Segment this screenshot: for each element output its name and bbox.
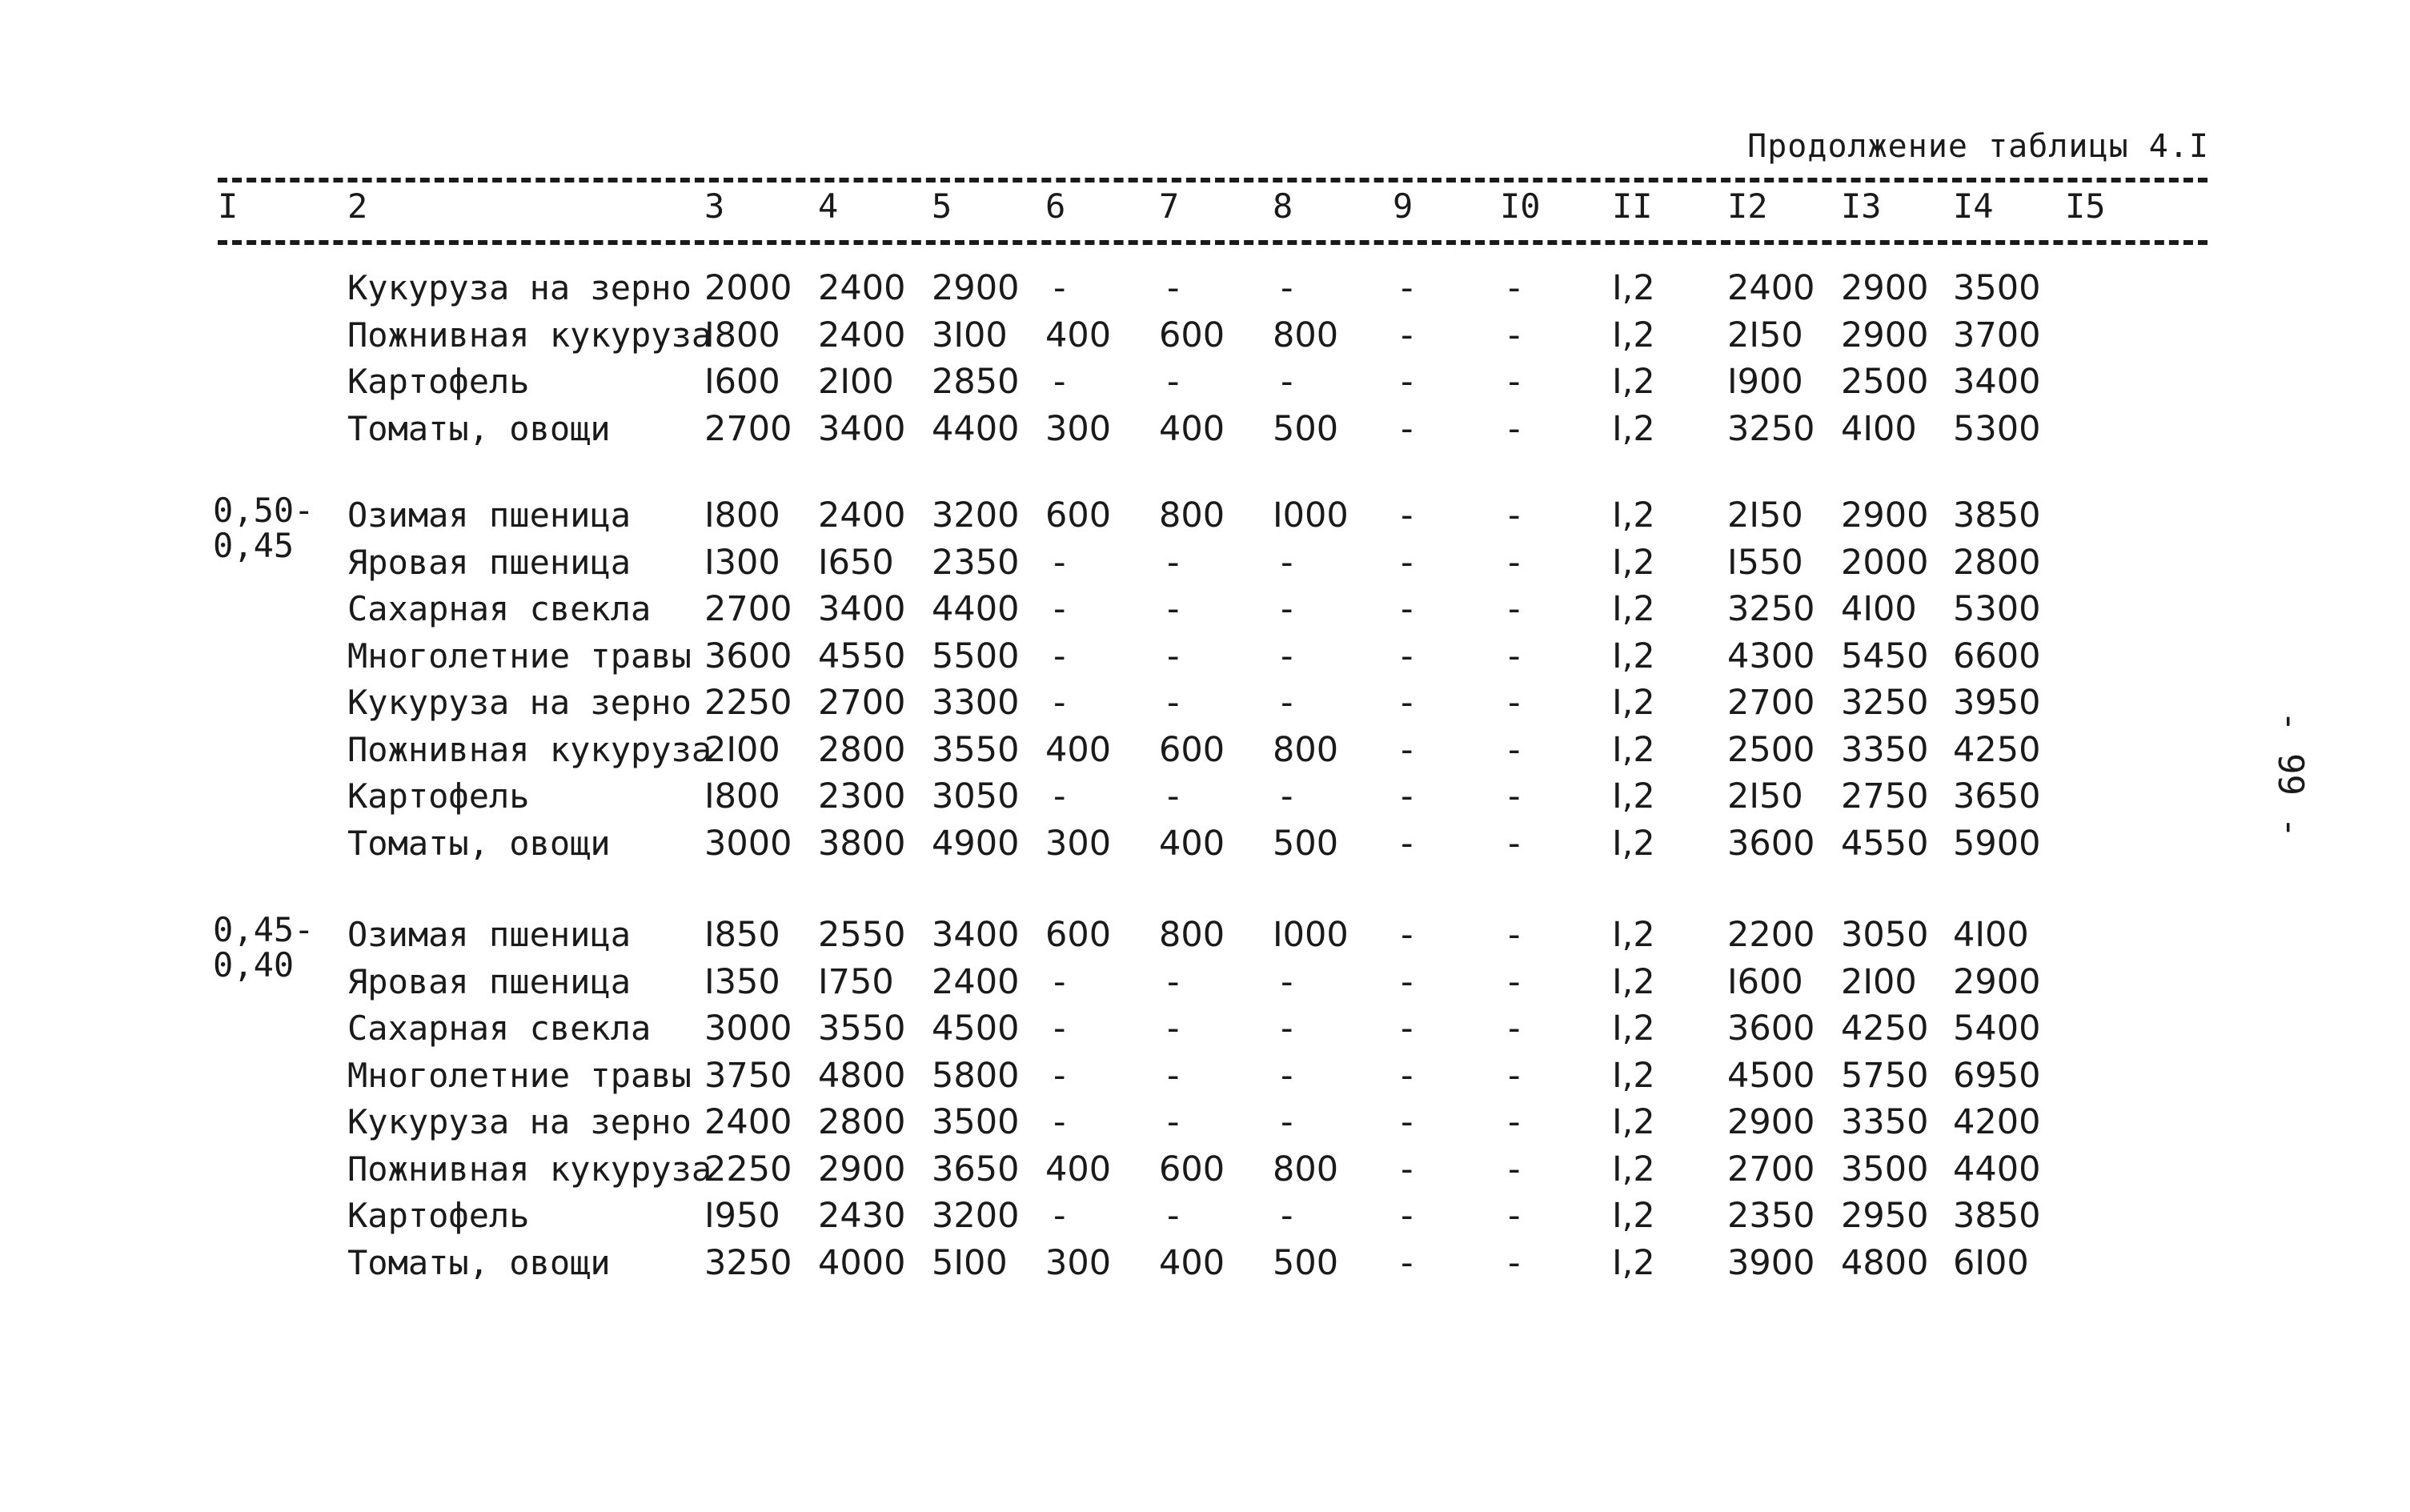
table-cell-col-13: 4I00 — [1841, 409, 1917, 449]
table-cell-col-10: - — [1508, 776, 1521, 816]
table-cell-col-3: 2I00 — [704, 730, 780, 770]
table-cell-col-4: 2I00 — [818, 362, 894, 402]
table-cell-col-14: 4200 — [1953, 1102, 2041, 1142]
table-cell-col-4: 3400 — [818, 409, 906, 449]
table-cell-col-14: 6I00 — [1953, 1243, 2029, 1283]
table-cell-col-12: 3600 — [1727, 824, 1815, 864]
table-cell-col-4: 4800 — [818, 1056, 906, 1096]
table-cell-col-11: I,2 — [1612, 1009, 1655, 1049]
table-cell-col-11: I,2 — [1612, 1196, 1655, 1236]
table-cell-col-4: 4000 — [818, 1243, 906, 1283]
column-header-9: 9 — [1393, 186, 1414, 226]
column-header-2: 2 — [347, 186, 368, 226]
table-cell-col-6: - — [1053, 268, 1066, 308]
table-cell-col-11: I,2 — [1612, 683, 1655, 723]
table-cell-col-7: 600 — [1159, 730, 1225, 770]
table-cell-col-8: - — [1281, 776, 1293, 816]
table-cell-col-12: 2700 — [1727, 683, 1815, 723]
table-cell-col-12: 2700 — [1727, 1149, 1815, 1189]
table-cell-col-7: 600 — [1159, 315, 1225, 355]
table-cell-col-3: I300 — [704, 543, 780, 583]
crop-name: Озимая пшеница — [347, 495, 632, 535]
table-cell-col-3: 2700 — [704, 589, 792, 629]
table-cell-col-7: - — [1167, 268, 1180, 308]
table-cell-col-9: - — [1401, 1149, 1414, 1189]
table-cell-col-7: - — [1167, 1196, 1180, 1236]
table-cell-col-4: 2300 — [818, 776, 906, 816]
table-cell-col-8: 500 — [1273, 409, 1339, 449]
table-cell-col-11: I,2 — [1612, 495, 1655, 535]
table-cell-col-12: 3600 — [1727, 1009, 1815, 1049]
table-cell-col-7: 400 — [1159, 409, 1225, 449]
table-cell-col-3: I800 — [704, 495, 780, 535]
table-cell-col-11: I,2 — [1612, 409, 1655, 449]
table-cell-col-13: 2900 — [1841, 268, 1929, 308]
table-cell-col-13: 5750 — [1841, 1056, 1929, 1096]
table-cell-col-9: - — [1401, 362, 1414, 402]
table-cell-col-7: 800 — [1159, 915, 1225, 955]
table-cell-col-5: 3I00 — [932, 315, 1008, 355]
table-cell-col-7: - — [1167, 683, 1180, 723]
table-cell-col-6: 300 — [1045, 409, 1112, 449]
table-cell-col-9: - — [1401, 1009, 1414, 1049]
crop-name: Сахарная свекла — [347, 589, 652, 628]
table-cell-col-11: I,2 — [1612, 268, 1655, 308]
table-cell-col-14: 3650 — [1953, 776, 2041, 816]
table-cell-col-5: 4400 — [932, 409, 1020, 449]
table-cell-col-12: 4500 — [1727, 1056, 1815, 1096]
table-cell-col-12: I550 — [1727, 543, 1803, 583]
table-cell-col-6: 600 — [1045, 495, 1112, 535]
table-cell-col-10: - — [1508, 824, 1521, 864]
table-cell-col-6: - — [1053, 776, 1066, 816]
table-cell-col-14: 6600 — [1953, 636, 2041, 676]
table-cell-col-7: - — [1167, 962, 1180, 1002]
table-cell-col-10: - — [1508, 362, 1521, 402]
table-cell-col-4: I750 — [818, 962, 894, 1002]
table-cell-col-5: 2850 — [932, 362, 1020, 402]
table-cell-col-14: 4250 — [1953, 730, 2041, 770]
table-cell-col-7: - — [1167, 543, 1180, 583]
table-cell-col-9: - — [1401, 268, 1414, 308]
table-cell-col-9: - — [1401, 409, 1414, 449]
table-cell-col-12: 4300 — [1727, 636, 1815, 676]
crop-name: Яровая пшеница — [347, 543, 632, 582]
table-cell-col-12: 2400 — [1727, 268, 1815, 308]
table-cell-col-5: 2350 — [932, 543, 1020, 583]
table-cell-col-5: 3550 — [932, 730, 1020, 770]
table-cell-col-4: 2900 — [818, 1149, 906, 1189]
table-cell-col-13: 4550 — [1841, 824, 1929, 864]
table-cell-col-12: 3900 — [1727, 1243, 1815, 1283]
table-cell-col-9: - — [1401, 824, 1414, 864]
table-cell-col-9: - — [1401, 543, 1414, 583]
crop-name: Озимая пшеница — [347, 915, 632, 954]
column-header-3: 3 — [704, 186, 725, 226]
table-cell-col-10: - — [1508, 589, 1521, 629]
table-cell-col-9: - — [1401, 315, 1414, 355]
table-cell-col-6: 300 — [1045, 824, 1112, 864]
table-cell-col-3: 3000 — [704, 1009, 792, 1049]
column-header-13: I3 — [1841, 186, 1882, 226]
table-cell-col-9: - — [1401, 589, 1414, 629]
table-cell-col-8: I000 — [1273, 495, 1349, 535]
table-cell-col-14: 4400 — [1953, 1149, 2041, 1189]
table-cell-col-3: 3000 — [704, 824, 792, 864]
table-cell-col-5: 3200 — [932, 495, 1020, 535]
table-cell-col-9: - — [1401, 683, 1414, 723]
table-cell-col-8: - — [1281, 1009, 1293, 1049]
table-cell-col-11: I,2 — [1612, 636, 1655, 676]
table-cell-col-4: 2550 — [818, 915, 906, 955]
table-cell-col-8: 500 — [1273, 824, 1339, 864]
table-cell-col-3: 2250 — [704, 683, 792, 723]
table-cell-col-10: - — [1508, 1243, 1521, 1283]
table-cell-col-9: - — [1401, 1056, 1414, 1096]
table-cell-col-14: 3850 — [1953, 1196, 2041, 1236]
table-cell-col-14: 5300 — [1953, 589, 2041, 629]
table-cell-col-13: 2500 — [1841, 362, 1929, 402]
column-header-4: 4 — [818, 186, 839, 226]
group-label-line1: 0,45- — [213, 910, 315, 949]
table-cell-col-6: - — [1053, 636, 1066, 676]
table-cell-col-7: - — [1167, 362, 1180, 402]
table-cell-col-3: 3250 — [704, 1243, 792, 1283]
table-cell-col-9: - — [1401, 730, 1414, 770]
table-cell-col-14: 2800 — [1953, 543, 2041, 583]
table-cell-col-11: I,2 — [1612, 1149, 1655, 1189]
crop-name: Пожнивная кукуруза — [347, 1149, 712, 1189]
column-header-5: 5 — [932, 186, 952, 226]
table-cell-col-4: 4550 — [818, 636, 906, 676]
table-cell-col-13: 5450 — [1841, 636, 1929, 676]
table-cell-col-5: 3200 — [932, 1196, 1020, 1236]
table-cell-col-10: - — [1508, 1149, 1521, 1189]
table-cell-col-8: 800 — [1273, 315, 1339, 355]
table-cell-col-8: - — [1281, 1102, 1293, 1142]
table-cell-col-13: 4I00 — [1841, 589, 1917, 629]
group-label — [213, 912, 314, 983]
table-cell-col-8: 500 — [1273, 1243, 1339, 1283]
table-cell-col-8: I000 — [1273, 915, 1349, 955]
table-cell-col-8: - — [1281, 268, 1293, 308]
table-cell-col-14: 4I00 — [1953, 915, 2029, 955]
table-cell-col-6: 600 — [1045, 915, 1112, 955]
table-cell-col-10: - — [1508, 636, 1521, 676]
table-cell-col-8: - — [1281, 636, 1293, 676]
table-cell-col-6: - — [1053, 589, 1066, 629]
table-cell-col-11: I,2 — [1612, 589, 1655, 629]
crop-name: Сахарная свекла — [347, 1009, 652, 1048]
table-cell-col-4: 2700 — [818, 683, 906, 723]
page-number: - 99 - — [2269, 711, 2311, 838]
crop-name: Томаты, овощи — [347, 824, 611, 863]
table-cell-col-10: - — [1508, 915, 1521, 955]
table-cell-col-13: 3500 — [1841, 1149, 1929, 1189]
table-cell-col-6: - — [1053, 362, 1066, 402]
table-cell-col-4: 3800 — [818, 824, 906, 864]
table-cell-col-5: 5800 — [932, 1056, 1020, 1096]
table-cell-col-4: 2430 — [818, 1196, 906, 1236]
table-cell-col-3: I950 — [704, 1196, 780, 1236]
table-cell-col-11: I,2 — [1612, 543, 1655, 583]
table-cell-col-7: - — [1167, 1009, 1180, 1049]
table-cell-col-7: 400 — [1159, 824, 1225, 864]
table-cell-col-6: - — [1053, 1009, 1066, 1049]
column-header-15: I5 — [2065, 186, 2106, 226]
table-cell-col-13: 2900 — [1841, 495, 1929, 535]
table-cell-col-9: - — [1401, 776, 1414, 816]
table-cell-col-3: 2250 — [704, 1149, 792, 1189]
table-cell-col-14: 2900 — [1953, 962, 2041, 1002]
table-cell-col-4: 2400 — [818, 495, 906, 535]
table-cell-col-11: I,2 — [1612, 776, 1655, 816]
table-cell-col-8: - — [1281, 683, 1293, 723]
table-cell-col-3: I800 — [704, 315, 780, 355]
table-cell-col-6: 400 — [1045, 315, 1112, 355]
crop-name: Кукуруза на зерно — [347, 268, 692, 307]
table-cell-col-10: - — [1508, 315, 1521, 355]
crop-name: Картофель — [347, 1196, 530, 1235]
table-cell-col-9: - — [1401, 1243, 1414, 1283]
table-cell-col-13: 3350 — [1841, 1102, 1929, 1142]
table-cell-col-4: 3550 — [818, 1009, 906, 1049]
table-cell-col-8: - — [1281, 543, 1293, 583]
column-header-6: 6 — [1045, 186, 1066, 226]
table-cell-col-11: I,2 — [1612, 915, 1655, 955]
table-cell-col-3: I600 — [704, 362, 780, 402]
table-cell-col-6: 400 — [1045, 1149, 1112, 1189]
table-cell-col-5: 4900 — [932, 824, 1020, 864]
table-cell-col-14: 3850 — [1953, 495, 2041, 535]
table-cell-col-14: 3700 — [1953, 315, 2041, 355]
table-cell-col-12: 2I50 — [1727, 776, 1803, 816]
table-cell-col-3: I850 — [704, 915, 780, 955]
table-cell-col-13: 4250 — [1841, 1009, 1929, 1049]
table-cell-col-5: 5500 — [932, 636, 1020, 676]
table-cell-col-3: I800 — [704, 776, 780, 816]
table-cell-col-4: 2800 — [818, 1102, 906, 1142]
table-cell-col-11: I,2 — [1612, 824, 1655, 864]
table-cell-col-5: 5I00 — [932, 1243, 1008, 1283]
table-cell-col-4: 2400 — [818, 315, 906, 355]
table-cell-col-7: 800 — [1159, 495, 1225, 535]
table-cell-col-12: 2900 — [1727, 1102, 1815, 1142]
table-cell-col-7: - — [1167, 636, 1180, 676]
table-cell-col-11: I,2 — [1612, 1056, 1655, 1096]
table-cell-col-10: - — [1508, 495, 1521, 535]
table-cell-col-4: 2400 — [818, 268, 906, 308]
column-header-14: I4 — [1953, 186, 1994, 226]
table-cell-col-6: - — [1053, 962, 1066, 1002]
group-label-line1: 0,50- — [213, 491, 315, 530]
crop-name: Картофель — [347, 362, 530, 401]
table-cell-col-12: I600 — [1727, 962, 1803, 1002]
table-cell-col-3: 3750 — [704, 1056, 792, 1096]
crop-name: Пожнивная кукуруза — [347, 730, 712, 769]
table-cell-col-11: I,2 — [1612, 315, 1655, 355]
header-top-rule — [218, 178, 2207, 182]
table-cell-col-13: 2900 — [1841, 315, 1929, 355]
table-cell-col-3: 3600 — [704, 636, 792, 676]
table-cell-col-10: - — [1508, 730, 1521, 770]
table-cell-col-10: - — [1508, 683, 1521, 723]
group-label — [213, 493, 314, 563]
table-cell-col-11: I,2 — [1612, 962, 1655, 1002]
crop-name: Кукуруза на зерно — [347, 1102, 692, 1141]
group-label-line2: 0,40 — [213, 945, 295, 985]
table-cell-col-6: - — [1053, 1056, 1066, 1096]
table-cell-col-3: 2400 — [704, 1102, 792, 1142]
table-cell-col-4: 2800 — [818, 730, 906, 770]
column-header-12: I2 — [1727, 186, 1768, 226]
table-cell-col-13: 2000 — [1841, 543, 1929, 583]
table-cell-col-10: - — [1508, 1009, 1521, 1049]
header-bottom-rule — [218, 240, 2207, 245]
table-cell-col-9: - — [1401, 1196, 1414, 1236]
table-cell-col-3: I350 — [704, 962, 780, 1002]
column-header-7: 7 — [1159, 186, 1180, 226]
table-cell-col-12: 2350 — [1727, 1196, 1815, 1236]
table-cell-col-5: 2900 — [932, 268, 1020, 308]
table-cell-col-5: 3400 — [932, 915, 1020, 955]
table-cell-col-6: 300 — [1045, 1243, 1112, 1283]
crop-name: Кукуруза на зерно — [347, 683, 692, 722]
table-cell-col-5: 3500 — [932, 1102, 1020, 1142]
table-cell-col-11: I,2 — [1612, 1243, 1655, 1283]
table-cell-col-14: 6950 — [1953, 1056, 2041, 1096]
table-cell-col-8: - — [1281, 589, 1293, 629]
table-cell-col-12: 2I50 — [1727, 495, 1803, 535]
table-cell-col-12: 2I50 — [1727, 315, 1803, 355]
table-cell-col-10: - — [1508, 962, 1521, 1002]
table-caption: Продолжение таблицы 4.I — [1747, 128, 2209, 165]
table-cell-col-10: - — [1508, 543, 1521, 583]
crop-name: Многолетние травы — [347, 1056, 692, 1095]
column-header-10: I0 — [1500, 186, 1541, 226]
table-cell-col-12: 3250 — [1727, 589, 1815, 629]
table-cell-col-4: I650 — [818, 543, 894, 583]
table-cell-col-7: 400 — [1159, 1243, 1225, 1283]
table-cell-col-7: 600 — [1159, 1149, 1225, 1189]
table-cell-col-11: I,2 — [1612, 1102, 1655, 1142]
table-cell-col-13: 2750 — [1841, 776, 1929, 816]
table-cell-col-12: 2500 — [1727, 730, 1815, 770]
crop-name: Пожнивная кукуруза — [347, 315, 712, 355]
table-cell-col-13: 4800 — [1841, 1243, 1929, 1283]
table-cell-col-8: 800 — [1273, 1149, 1339, 1189]
table-cell-col-12: I900 — [1727, 362, 1803, 402]
table-cell-col-14: 3950 — [1953, 683, 2041, 723]
table-cell-col-13: 2950 — [1841, 1196, 1929, 1236]
table-cell-col-6: 400 — [1045, 730, 1112, 770]
crop-name: Томаты, овощи — [347, 1243, 611, 1282]
table-cell-col-8: - — [1281, 362, 1293, 402]
table-cell-col-5: 3300 — [932, 683, 1020, 723]
table-cell-col-6: - — [1053, 543, 1066, 583]
table-cell-col-10: - — [1508, 1196, 1521, 1236]
table-cell-col-6: - — [1053, 1196, 1066, 1236]
table-cell-col-5: 3050 — [932, 776, 1020, 816]
table-cell-col-13: 3050 — [1841, 915, 1929, 955]
table-cell-col-6: - — [1053, 1102, 1066, 1142]
table-cell-col-5: 3650 — [932, 1149, 1020, 1189]
table-cell-col-4: 3400 — [818, 589, 906, 629]
table-cell-col-13: 3350 — [1841, 730, 1929, 770]
table-cell-col-10: - — [1508, 1056, 1521, 1096]
table-cell-col-9: - — [1401, 1102, 1414, 1142]
table-cell-col-12: 3250 — [1727, 409, 1815, 449]
table-cell-col-5: 4500 — [932, 1009, 1020, 1049]
table-cell-col-7: - — [1167, 1056, 1180, 1096]
table-cell-col-12: 2200 — [1727, 915, 1815, 955]
table-cell-col-8: - — [1281, 962, 1293, 1002]
column-header-8: 8 — [1273, 186, 1293, 226]
table-cell-col-11: I,2 — [1612, 362, 1655, 402]
crop-name: Яровая пшеница — [347, 962, 632, 1001]
crop-name: Многолетние травы — [347, 636, 692, 676]
table-cell-col-14: 5900 — [1953, 824, 2041, 864]
column-header-11: II — [1612, 186, 1653, 226]
table-cell-col-6: - — [1053, 683, 1066, 723]
table-cell-col-7: - — [1167, 1102, 1180, 1142]
table-cell-col-10: - — [1508, 268, 1521, 308]
table-cell-col-8: - — [1281, 1056, 1293, 1096]
table-cell-col-8: 800 — [1273, 730, 1339, 770]
crop-name: Томаты, овощи — [347, 409, 611, 448]
table-cell-col-3: 2000 — [704, 268, 792, 308]
table-cell-col-14: 5400 — [1953, 1009, 2041, 1049]
table-cell-col-5: 4400 — [932, 589, 1020, 629]
table-cell-col-7: - — [1167, 776, 1180, 816]
table-cell-col-13: 2I00 — [1841, 962, 1917, 1002]
table-cell-col-7: - — [1167, 589, 1180, 629]
group-label-line2: 0,45 — [213, 526, 295, 565]
table-cell-col-9: - — [1401, 495, 1414, 535]
table-cell-col-9: - — [1401, 636, 1414, 676]
crop-name: Картофель — [347, 776, 530, 816]
table-cell-col-8: - — [1281, 1196, 1293, 1236]
table-cell-col-13: 3250 — [1841, 683, 1929, 723]
table-cell-col-14: 3500 — [1953, 268, 2041, 308]
table-cell-col-9: - — [1401, 962, 1414, 1002]
table-cell-col-14: 3400 — [1953, 362, 2041, 402]
table-cell-col-3: 2700 — [704, 409, 792, 449]
table-cell-col-10: - — [1508, 409, 1521, 449]
column-header-1: I — [218, 186, 239, 226]
table-cell-col-10: - — [1508, 1102, 1521, 1142]
table-cell-col-14: 5300 — [1953, 409, 2041, 449]
table-cell-col-9: - — [1401, 915, 1414, 955]
table-cell-col-5: 2400 — [932, 962, 1020, 1002]
table-cell-col-11: I,2 — [1612, 730, 1655, 770]
